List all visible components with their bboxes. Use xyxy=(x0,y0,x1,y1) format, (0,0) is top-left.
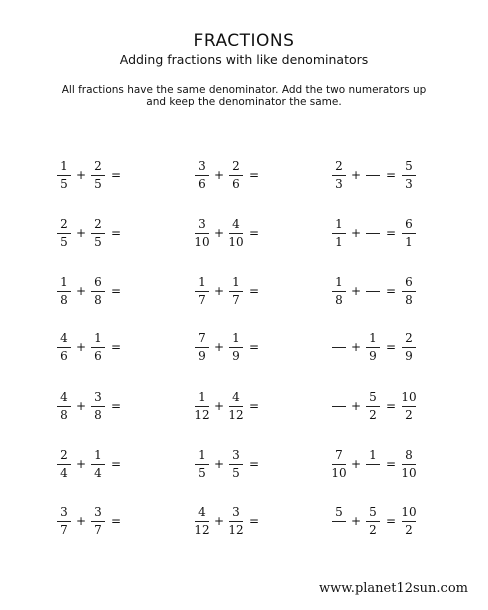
fraction-b-denominator: 6 xyxy=(232,176,240,191)
fraction-result xyxy=(400,159,418,192)
fraction-a-denominator: 12 xyxy=(194,522,210,537)
fraction-b xyxy=(89,331,107,364)
equals-sign: = xyxy=(248,284,260,298)
fraction-b-denominator: 8 xyxy=(94,292,102,307)
plus-sign: + xyxy=(75,284,87,298)
fraction-bar xyxy=(366,347,380,348)
fraction-bar xyxy=(229,347,243,348)
equals-sign: = xyxy=(110,399,122,413)
fraction-b-numerator: 3 xyxy=(232,504,240,519)
fraction-bar xyxy=(366,233,380,234)
fraction-b-numerator: 2 xyxy=(232,158,240,173)
worksheet-subtitle: Adding fractions with like denominators xyxy=(119,52,369,67)
fraction-result xyxy=(400,505,418,538)
fraction-result-numerator: 6 xyxy=(405,216,413,231)
fraction-b-numerator: 5 xyxy=(369,504,377,519)
fraction-b-denominator: 12 xyxy=(228,522,244,537)
equals-sign: = xyxy=(385,457,397,471)
fraction-a xyxy=(193,390,211,423)
fraction-a-numerator: 4 xyxy=(60,330,68,345)
fraction-problem xyxy=(330,213,418,253)
fraction-a-denominator: 7 xyxy=(198,292,206,307)
fraction-b-numerator: 1 xyxy=(232,274,240,289)
problem-row xyxy=(0,501,488,541)
fraction-a-denominator: 1 xyxy=(335,234,343,249)
fraction-result-denominator: 3 xyxy=(405,176,413,191)
equals-sign: = xyxy=(110,457,122,471)
fraction-b xyxy=(89,390,107,423)
fraction-problem xyxy=(55,501,125,541)
fraction-result-denominator: 10 xyxy=(401,465,417,480)
fraction-bar xyxy=(91,233,105,234)
fraction-b-denominator: 5 xyxy=(94,176,102,191)
fraction-problem xyxy=(193,213,263,253)
fraction-a xyxy=(193,275,211,308)
plus-sign: + xyxy=(75,457,87,471)
fraction-a xyxy=(55,217,73,250)
plus-sign: + xyxy=(213,457,225,471)
problem-row xyxy=(0,444,488,484)
fraction-a xyxy=(55,505,73,538)
fraction-a-denominator: 6 xyxy=(198,176,206,191)
fraction-a xyxy=(193,331,211,364)
fraction-bar xyxy=(402,175,416,176)
plus-sign: + xyxy=(75,340,87,354)
fraction-bar xyxy=(366,406,380,407)
fraction-a xyxy=(55,159,73,192)
fraction-problem xyxy=(193,271,263,311)
fraction-b xyxy=(227,275,245,308)
plus-sign: + xyxy=(350,226,362,240)
fraction-bar xyxy=(366,175,380,176)
fraction-a xyxy=(330,275,348,308)
fraction-a-denominator: 10 xyxy=(331,465,347,480)
fraction-result-denominator: 1 xyxy=(405,234,413,249)
fraction-problem xyxy=(193,327,263,367)
fraction-b-numerator: 3 xyxy=(232,447,240,462)
fraction-b-denominator: 9 xyxy=(369,348,377,363)
fraction-b xyxy=(364,159,382,192)
fraction-bar xyxy=(57,406,71,407)
fraction-bar xyxy=(57,464,71,465)
fraction-b xyxy=(227,159,245,192)
plus-sign: + xyxy=(350,514,362,528)
fraction-bar xyxy=(366,291,380,292)
fraction-bar xyxy=(91,347,105,348)
fraction-bar xyxy=(229,521,243,522)
fraction-b-denominator: 9 xyxy=(232,348,240,363)
fraction-bar xyxy=(332,464,346,465)
fraction-bar xyxy=(229,233,243,234)
fraction-b-numerator: 1 xyxy=(369,447,377,462)
fraction-b xyxy=(89,217,107,250)
fraction-b-denominator: 12 xyxy=(228,407,244,422)
plus-sign: + xyxy=(75,168,87,182)
fraction-bar xyxy=(366,521,380,522)
fraction-result-denominator: 8 xyxy=(405,292,413,307)
fraction-b xyxy=(364,275,382,308)
fraction-b-numerator: 5 xyxy=(369,389,377,404)
equals-sign: = xyxy=(110,284,122,298)
fraction-bar xyxy=(195,233,209,234)
fraction-b-denominator: 4 xyxy=(94,465,102,480)
fraction-problem xyxy=(330,386,418,426)
fraction-b xyxy=(227,505,245,538)
plus-sign: + xyxy=(350,168,362,182)
equals-sign: = xyxy=(248,457,260,471)
fraction-a-denominator: 7 xyxy=(60,522,68,537)
fraction-b-denominator: 2 xyxy=(369,522,377,537)
equals-sign: = xyxy=(385,284,397,298)
fraction-bar xyxy=(332,291,346,292)
fraction-a-denominator: 5 xyxy=(60,234,68,249)
fraction-a-numerator: 1 xyxy=(198,447,206,462)
fraction-a-denominator: 6 xyxy=(60,348,68,363)
fraction-bar xyxy=(91,291,105,292)
instructions xyxy=(40,84,448,108)
fraction-b xyxy=(364,505,382,538)
fraction-b-numerator: 1 xyxy=(94,447,102,462)
fraction-problem xyxy=(55,386,125,426)
fraction-bar xyxy=(195,291,209,292)
equals-sign: = xyxy=(248,514,260,528)
fraction-b xyxy=(364,331,382,364)
equals-sign: = xyxy=(248,399,260,413)
equals-sign: = xyxy=(248,340,260,354)
fraction-a xyxy=(330,217,348,250)
fraction-b xyxy=(364,448,382,481)
fraction-a-denominator: 8 xyxy=(335,292,343,307)
fraction-a-denominator: 4 xyxy=(60,465,68,480)
fraction-a-numerator: 4 xyxy=(60,389,68,404)
fraction-result xyxy=(400,331,418,364)
fraction-b xyxy=(89,275,107,308)
fraction-bar xyxy=(402,233,416,234)
fraction-b-denominator: 7 xyxy=(232,292,240,307)
problem-row xyxy=(0,327,488,367)
equals-sign: = xyxy=(110,226,122,240)
fraction-bar xyxy=(332,175,346,176)
fraction-result-numerator: 6 xyxy=(405,274,413,289)
equals-sign: = xyxy=(248,168,260,182)
fraction-a-denominator: 3 xyxy=(335,176,343,191)
fraction-bar xyxy=(402,291,416,292)
fraction-a-numerator: 1 xyxy=(335,274,343,289)
fraction-bar xyxy=(195,347,209,348)
fraction-a-numerator: 2 xyxy=(335,158,343,173)
fraction-problem xyxy=(330,155,418,195)
fraction-a-numerator: 7 xyxy=(335,447,343,462)
fraction-bar xyxy=(366,464,380,465)
problem-row xyxy=(0,155,488,195)
fraction-a xyxy=(193,159,211,192)
fraction-a xyxy=(193,505,211,538)
fraction-a-numerator: 1 xyxy=(335,216,343,231)
fraction-a-numerator: 7 xyxy=(198,330,206,345)
fraction-bar xyxy=(402,406,416,407)
fraction-bar xyxy=(195,464,209,465)
fraction-a xyxy=(330,159,348,192)
fraction-b xyxy=(89,505,107,538)
fraction-result-denominator: 2 xyxy=(405,407,413,422)
plus-sign: + xyxy=(213,340,225,354)
fraction-b-denominator: 6 xyxy=(94,348,102,363)
fraction-a-denominator: 8 xyxy=(60,292,68,307)
fraction-b-denominator: 8 xyxy=(94,407,102,422)
fraction-b-denominator: 7 xyxy=(94,522,102,537)
fraction-bar xyxy=(57,291,71,292)
fraction-problem xyxy=(330,444,418,484)
fraction-a-denominator: 10 xyxy=(194,234,210,249)
fraction-problem xyxy=(55,444,125,484)
fraction-a xyxy=(193,448,211,481)
fraction-a xyxy=(55,390,73,423)
fraction-a-numerator: 3 xyxy=(198,158,206,173)
fraction-bar xyxy=(402,521,416,522)
fraction-bar xyxy=(332,521,346,522)
fraction-problem xyxy=(55,155,125,195)
equals-sign: = xyxy=(385,514,397,528)
fraction-a-numerator: 1 xyxy=(198,274,206,289)
fraction-b-numerator: 2 xyxy=(94,158,102,173)
plus-sign: + xyxy=(75,399,87,413)
fraction-problem xyxy=(55,327,125,367)
fraction-problem xyxy=(193,386,263,426)
problem-row xyxy=(0,386,488,426)
equals-sign: = xyxy=(110,340,122,354)
fraction-bar xyxy=(229,291,243,292)
fraction-a-numerator: 1 xyxy=(198,389,206,404)
fraction-b xyxy=(364,390,382,423)
fraction-b-numerator: 3 xyxy=(94,389,102,404)
fraction-bar xyxy=(332,233,346,234)
fraction-bar xyxy=(91,175,105,176)
fraction-b-numerator: 1 xyxy=(94,330,102,345)
fraction-bar xyxy=(57,175,71,176)
fraction-a-numerator: 5 xyxy=(335,504,343,519)
fraction-result-denominator: 9 xyxy=(405,348,413,363)
fraction-b xyxy=(227,217,245,250)
plus-sign: + xyxy=(213,514,225,528)
fraction-bar xyxy=(229,175,243,176)
fraction-result-numerator: 5 xyxy=(405,158,413,173)
equals-sign: = xyxy=(110,168,122,182)
fraction-a-numerator: 2 xyxy=(60,216,68,231)
plus-sign: + xyxy=(350,399,362,413)
fraction-b-numerator: 3 xyxy=(94,504,102,519)
fraction-problem xyxy=(330,501,418,541)
equals-sign: = xyxy=(385,340,397,354)
fraction-bar xyxy=(91,521,105,522)
fraction-a xyxy=(55,275,73,308)
fraction-bar xyxy=(57,233,71,234)
fraction-result-numerator: 10 xyxy=(401,504,417,519)
plus-sign: + xyxy=(213,168,225,182)
fraction-b-denominator: 5 xyxy=(94,234,102,249)
fraction-bar xyxy=(91,406,105,407)
fraction-result xyxy=(400,275,418,308)
fraction-problem xyxy=(55,213,125,253)
problem-row xyxy=(0,213,488,253)
plus-sign: + xyxy=(350,284,362,298)
equals-sign: = xyxy=(110,514,122,528)
fraction-a xyxy=(55,331,73,364)
fraction-b xyxy=(89,159,107,192)
fraction-a xyxy=(55,448,73,481)
fraction-result-numerator: 2 xyxy=(405,330,413,345)
fraction-result xyxy=(400,390,418,423)
plus-sign: + xyxy=(213,399,225,413)
plus-sign: + xyxy=(350,457,362,471)
fraction-a-numerator: 4 xyxy=(198,504,206,519)
fraction-a-denominator: 12 xyxy=(194,407,210,422)
fraction-a-numerator: 1 xyxy=(60,274,68,289)
fraction-b-numerator: 2 xyxy=(94,216,102,231)
plus-sign: + xyxy=(350,340,362,354)
fraction-problem xyxy=(55,271,125,311)
equals-sign: = xyxy=(385,168,397,182)
fraction-bar xyxy=(57,347,71,348)
fraction-bar xyxy=(195,521,209,522)
fraction-a-numerator: 1 xyxy=(60,158,68,173)
equals-sign: = xyxy=(385,399,397,413)
plus-sign: + xyxy=(75,226,87,240)
fraction-a-numerator: 2 xyxy=(60,447,68,462)
plus-sign: + xyxy=(75,514,87,528)
fraction-bar xyxy=(402,464,416,465)
fraction-bar xyxy=(332,406,346,407)
problem-row xyxy=(0,271,488,311)
fraction-result-denominator: 2 xyxy=(405,522,413,537)
fraction-a xyxy=(330,331,348,364)
fraction-b-denominator: 2 xyxy=(369,407,377,422)
fraction-bar xyxy=(229,464,243,465)
plus-sign: + xyxy=(213,226,225,240)
fraction-problem xyxy=(193,501,263,541)
fraction-result-numerator: 8 xyxy=(405,447,413,462)
fraction-a-denominator: 5 xyxy=(60,176,68,191)
instructions-line-2: and keep the denominator the same. xyxy=(146,96,342,108)
worksheet-title: FRACTIONS xyxy=(193,31,295,51)
fraction-result xyxy=(400,217,418,250)
fraction-problem xyxy=(193,155,263,195)
fraction-a xyxy=(193,217,211,250)
fraction-bar xyxy=(332,347,346,348)
fraction-b xyxy=(227,448,245,481)
fraction-bar xyxy=(229,406,243,407)
fraction-a-numerator: 3 xyxy=(60,504,68,519)
fraction-problem xyxy=(193,444,263,484)
fraction-a-denominator: 9 xyxy=(198,348,206,363)
fraction-bar xyxy=(91,464,105,465)
fraction-b xyxy=(89,448,107,481)
fraction-b-denominator: 10 xyxy=(228,234,244,249)
fraction-b-numerator: 1 xyxy=(369,330,377,345)
fraction-bar xyxy=(195,175,209,176)
fraction-a-denominator: 5 xyxy=(198,465,206,480)
fraction-b xyxy=(227,390,245,423)
fraction-a xyxy=(330,390,348,423)
fraction-b xyxy=(364,217,382,250)
fraction-problem xyxy=(330,271,418,311)
plus-sign: + xyxy=(213,284,225,298)
fraction-result-numerator: 10 xyxy=(401,389,417,404)
fraction-bar xyxy=(57,521,71,522)
equals-sign: = xyxy=(385,226,397,240)
website-footer: www.planet12sun.com xyxy=(318,581,468,596)
fraction-bar xyxy=(195,406,209,407)
fraction-bar xyxy=(402,347,416,348)
fraction-a xyxy=(330,505,348,538)
fraction-b-denominator: 5 xyxy=(232,465,240,480)
fraction-b-numerator: 4 xyxy=(232,216,240,231)
fraction-b-numerator: 6 xyxy=(94,274,102,289)
instructions-line-1: All fractions have the same denominator. Add the two numerators up xyxy=(61,84,427,96)
fraction-b xyxy=(227,331,245,364)
equals-sign: = xyxy=(248,226,260,240)
fraction-a-numerator: 3 xyxy=(198,216,206,231)
fraction-result xyxy=(400,448,418,481)
fraction-b-numerator: 4 xyxy=(232,389,240,404)
fraction-a xyxy=(330,448,348,481)
fraction-problem xyxy=(330,327,418,367)
fraction-b-numerator: 1 xyxy=(232,330,240,345)
fraction-a-denominator: 8 xyxy=(60,407,68,422)
